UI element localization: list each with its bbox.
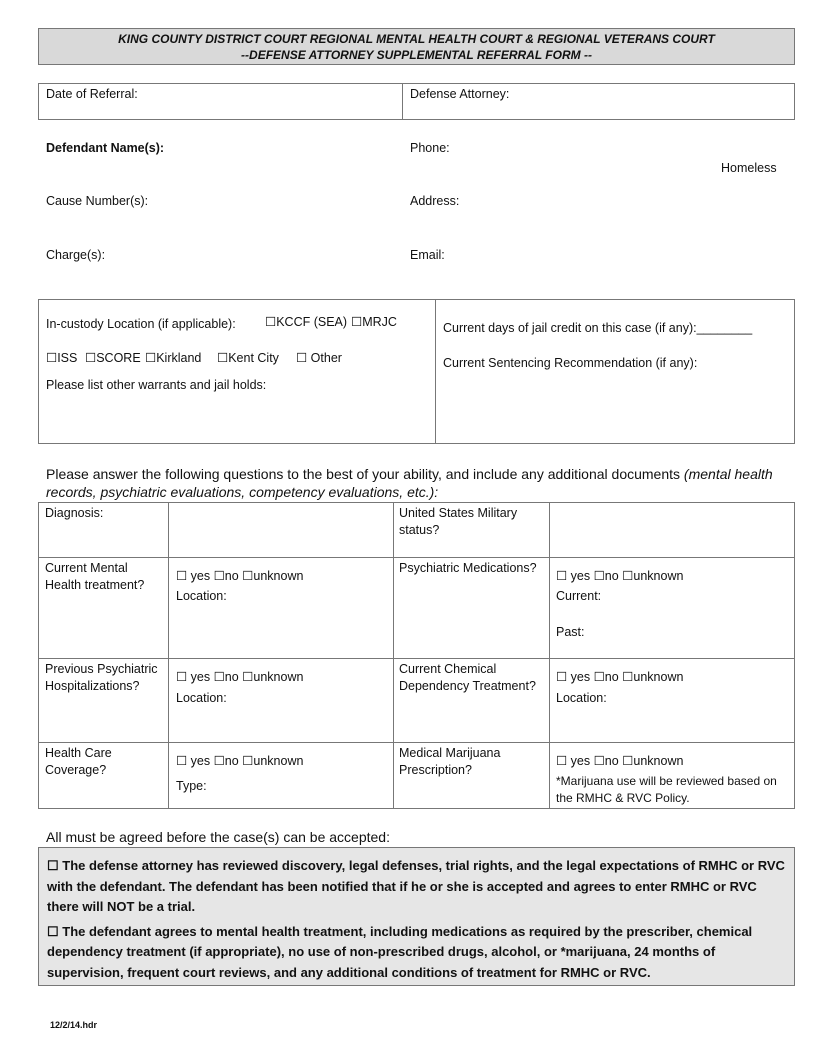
coverage-type-field[interactable]: Type: [176,779,207,793]
health-care-label: Health Care Coverage? [45,746,112,777]
header-title: KING COUNTY DISTRICT COURT REGIONAL MENTAL HEALTH COURT & REGIONAL VETERANS COURT [118,32,715,46]
sentencing-field[interactable]: Current Sentencing Recommendation (if any): [443,356,698,370]
checkbox-kirkland[interactable]: ☐Kirkland [145,351,202,365]
checkbox-kccf[interactable]: ☐KCCF (SEA) [265,315,348,329]
mh-treatment-checkboxes[interactable]: ☐ yes ☐no ☐unknown [176,569,304,583]
date-of-referral-field[interactable]: Date of Referral: [46,87,138,101]
checkbox-score[interactable]: ☐SCORE [85,351,141,365]
meds-current-field[interactable]: Current: [556,589,602,603]
prev-hosp-checkboxes[interactable]: ☐ yes ☐no ☐unknown [176,670,304,684]
agreement-intro: All must be agreed before the case(s) can be accepted: [46,829,390,845]
charges-field[interactable]: Charge(s): [46,248,106,262]
email-field[interactable]: Email: [410,248,445,262]
hosp-location-field[interactable]: Location: [176,691,227,705]
checkbox-iss[interactable]: ☐ISS [46,351,78,365]
diagnosis-label: Diagnosis: [45,506,104,520]
intro-italic-text: (mental health records, psychiatric evaluations, competency evaluations, etc.): [46,466,773,500]
chem-location-field[interactable]: Location: [556,691,607,705]
psych-meds-label: Psychiatric Medications? [399,561,537,575]
meds-past-field[interactable]: Past: [556,625,585,639]
cause-number-field[interactable]: Cause Number(s): [46,194,149,208]
military-label: United States Military status? [399,506,518,537]
questions-intro [46,465,786,501]
mh-location-field[interactable]: Location: [176,589,227,603]
address-field[interactable]: Address: [410,194,460,208]
custody-location-label: In-custody Location (if applicable): [46,317,236,331]
checkbox-other[interactable]: ☐ Other [296,351,342,365]
agreement-box [38,847,795,986]
marijuana-label: Medical Marijuana Prescription? [399,746,501,777]
chem-dep-checkboxes[interactable]: ☐ yes ☐no ☐unknown [556,670,684,684]
defense-attorney-field[interactable]: Defense Attorney: [410,87,510,101]
checkbox-mrjc[interactable]: ☐MRJC [351,315,397,329]
footer-code: 12/2/14.hdr [50,1020,98,1030]
warrants-field[interactable]: Please list other warrants and jail holds: [46,378,267,392]
chem-dep-label: Current Chemical Dependency Treatment? [399,662,536,693]
intro-text: Please answer the following questions to the best of your ability, and include any additional documents [46,466,684,482]
psych-meds-checkboxes[interactable]: ☐ yes ☐no ☐unknown [556,569,684,583]
prev-hosp-label: Previous Psychiatric Hospitalizations? [45,662,158,693]
defendant-name-field[interactable]: Defendant Name(s): [46,141,165,155]
mh-treatment-label: Current Mental Health treatment? [45,561,145,592]
checkbox-kent-city[interactable]: ☐Kent City [217,351,279,365]
marijuana-checkboxes[interactable]: ☐ yes ☐no ☐unknown [556,754,684,768]
form-header [38,28,795,65]
jail-credit-field[interactable]: Current days of jail credit on this case (if any):________ [443,321,753,335]
header-subtitle: --DEFENSE ATTORNEY SUPPLEMENTAL REFERRAL FORM -- [241,48,592,62]
agreement-item-1[interactable]: ☐ The defense attorney has reviewed discovery, legal defenses, trial rights, and the legal expectations of RMHC or RVC with the defendant. The defendant has been notified that if he or she is accepted and agrees to enter RMHC or RVC there will NOT be a trial. [47,858,785,914]
marijuana-note: *Marijuana use will be reviewed based on the RMHC & RVC Policy. [556,774,777,805]
agreement-item-2[interactable]: ☐ The defendant agrees to mental health treatment, including medications as required by the prescriber, chemical dependency treatment (if appropriate), no use of non-prescribed drugs, alcohol, or *marijuana, 24 months of supervision, frequent court reviews, and any additional conditions of treatment for RMHC or RVC. [47,923,753,980]
health-care-checkboxes[interactable]: ☐ yes ☐no ☐unknown [176,754,304,768]
homeless-label: Homeless [721,161,777,175]
phone-field[interactable]: Phone: [410,141,450,155]
